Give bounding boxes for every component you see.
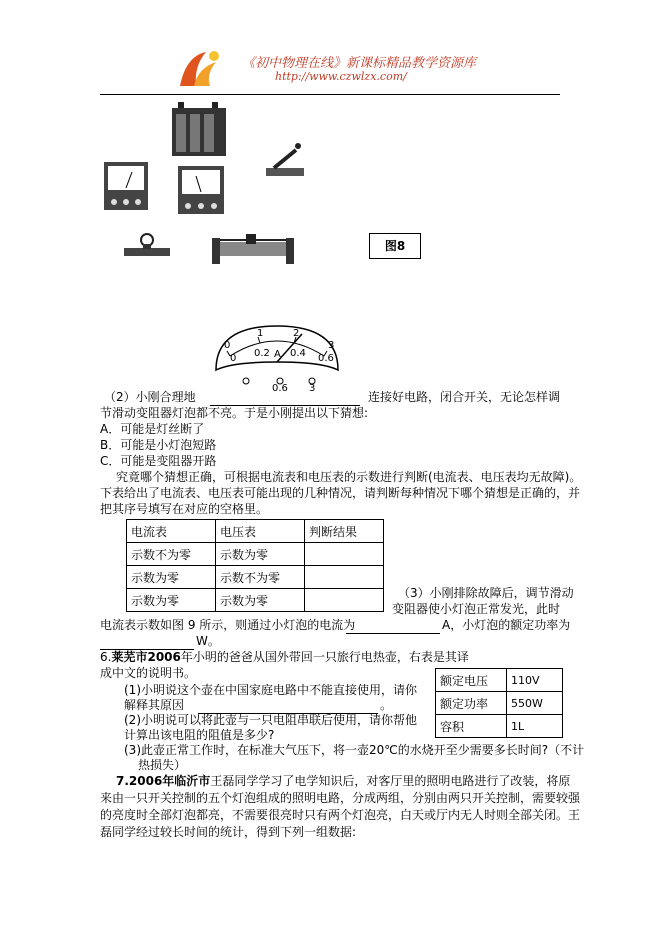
meter-top-0: 0	[224, 340, 231, 351]
q5-part3-c1: 电流表示数如图 9 所示，则通过小灯泡的电流为	[100, 618, 356, 632]
table-header: 判断结果	[305, 520, 384, 543]
q5-option-c: C．可能是变阻器开路	[100, 454, 217, 468]
q5-option-a: A．可能是灯丝断了	[100, 422, 205, 436]
q6-city: 莱芜市	[111, 650, 148, 664]
table-row	[436, 715, 563, 738]
q6-sub1a: (1)小明说这个壶在中国家庭电路中不能直接使用，请你	[124, 683, 418, 697]
header-title: 《初中物理在线》新课标精品教学资源库	[242, 56, 477, 71]
spec-value: 110V	[507, 669, 563, 692]
answer-cell[interactable]	[305, 566, 384, 589]
meter-top-3: 3	[328, 340, 335, 351]
header-logo	[176, 46, 226, 90]
meter-bottom-2: 0.4	[290, 348, 306, 359]
kettle-spec-table	[435, 668, 563, 738]
q7-line2: 来由一只开关控制的五个灯泡组成的照明电路，分成两组，分别由两只开关控制，需要较强	[100, 791, 581, 805]
q5-part2-b: 连接好电路，闭合开关，无论怎样调	[368, 390, 561, 404]
q6-number: 6.	[100, 650, 112, 664]
terminal-label-0: 0.6	[272, 383, 288, 394]
terminal-label-1: 3	[309, 383, 316, 394]
switch-illustration	[264, 140, 306, 180]
header-url: http://www.czwlzx.com/	[275, 70, 407, 83]
q7-head: 7.2006年临沂市	[116, 774, 211, 788]
reason-blank	[198, 698, 378, 714]
answer-cell[interactable]	[305, 589, 384, 612]
current-blank	[346, 618, 440, 634]
q5-para2: 下表给出了电流表、电压表可能出现的几种情况，请判断每种情况下哪个猜想是正确的，并	[100, 486, 581, 500]
table-cell: 示数不为零	[216, 566, 305, 589]
q6-year: 2006	[147, 650, 181, 664]
meter-bottom-0: 0	[230, 353, 237, 364]
bulb-holder-illustration	[122, 232, 172, 258]
spec-label: 容积	[436, 715, 507, 738]
rheostat-illustration	[210, 232, 296, 272]
q6-line2: 成中文的说明书。	[100, 666, 197, 680]
q5-para1: 究竟哪个猜想正确，可根据电流表和电压表的示数进行判断(电流表、电压表均无故障)。	[116, 470, 582, 484]
spec-value: 550W	[507, 692, 563, 715]
spec-label: 额定功率	[436, 692, 507, 715]
header-rule	[100, 94, 560, 95]
q5-line2: 节滑动变阻器灯泡都不亮。于是小刚提出以下猜想:	[100, 406, 369, 420]
q5-part3-a: （3）小刚排除故障后，调节滑动	[398, 586, 574, 600]
q5-part2-a: （2）小刚合理地	[104, 390, 196, 404]
q6-sub1b: 解释其原因	[124, 698, 185, 712]
q6-line1	[100, 650, 469, 665]
q5-part3-c2: A，小灯泡的额定功率为	[442, 618, 571, 632]
q5-part3-d: W。	[196, 634, 220, 648]
q5-part2-blank	[210, 390, 360, 406]
figure8-label: 图8	[369, 233, 421, 259]
table-header: 电流表	[127, 520, 216, 543]
q6-sub2b: 计算出该电阻的阻值是多少?	[124, 728, 275, 742]
q6-text1: 年小明的爸爸从国外带回一只旅行电热壶，右表是其译	[180, 650, 469, 664]
q5-para3: 把其序号填写在对应的空格里。	[100, 502, 269, 516]
q6-sub2a: (2)小明说可以将此壶与一只电阻串联后使用，请你帮他	[124, 713, 418, 727]
table-row	[127, 589, 384, 612]
table-row	[436, 669, 563, 692]
spec-value: 1L	[507, 715, 563, 738]
q7-line4: 磊同学经过较长时间的统计，得到下列一组数据:	[100, 825, 357, 839]
q6-sub1end: 。	[380, 698, 393, 712]
table-cell: 示数为零	[127, 566, 216, 589]
table-header-row	[127, 520, 384, 543]
fault-table	[126, 519, 384, 612]
power-blank	[100, 634, 194, 650]
voltmeter-illustration	[102, 160, 150, 212]
meter-unit: A	[274, 349, 281, 360]
meter-bottom-1: 0.2	[254, 348, 270, 359]
table-cell: 示数为零	[127, 589, 216, 612]
q5-part3-b: 变阻器使小灯泡正常发光，此时	[392, 602, 561, 616]
meter-top-2: 2	[293, 328, 300, 339]
table-cell: 示数不为零	[127, 543, 216, 566]
spec-label: 额定电压	[436, 669, 507, 692]
battery-illustration	[168, 100, 230, 158]
table-cell: 示数为零	[216, 543, 305, 566]
q6-sub3a: (3)此壶正常工作时，在标准大气压下，将一壶20℃的水烧开至少需要多长时间?（不计	[124, 743, 585, 757]
q5-option-b: B．可能是小灯泡短路	[100, 438, 217, 452]
meter-bottom-3: 0.6	[318, 353, 334, 364]
table-header: 电压表	[216, 520, 305, 543]
table-row	[127, 543, 384, 566]
meter-top-1: 1	[257, 328, 264, 339]
ammeter-illustration	[176, 164, 226, 216]
q7-text1: 王磊同学学习了电学知识后，对客厅里的照明电路进行了改装，将原	[210, 774, 571, 788]
table-row	[127, 566, 384, 589]
q7-line3: 的亮度时全部灯泡都亮，不需要很亮时只有两个灯泡亮，白天或厅内无人时则全部关闭。王	[100, 808, 581, 822]
q7-line1	[116, 774, 570, 789]
table-cell: 示数为零	[216, 589, 305, 612]
table-row	[436, 692, 563, 715]
q6-sub3b: 热损失）	[138, 758, 187, 772]
answer-cell[interactable]	[305, 543, 384, 566]
